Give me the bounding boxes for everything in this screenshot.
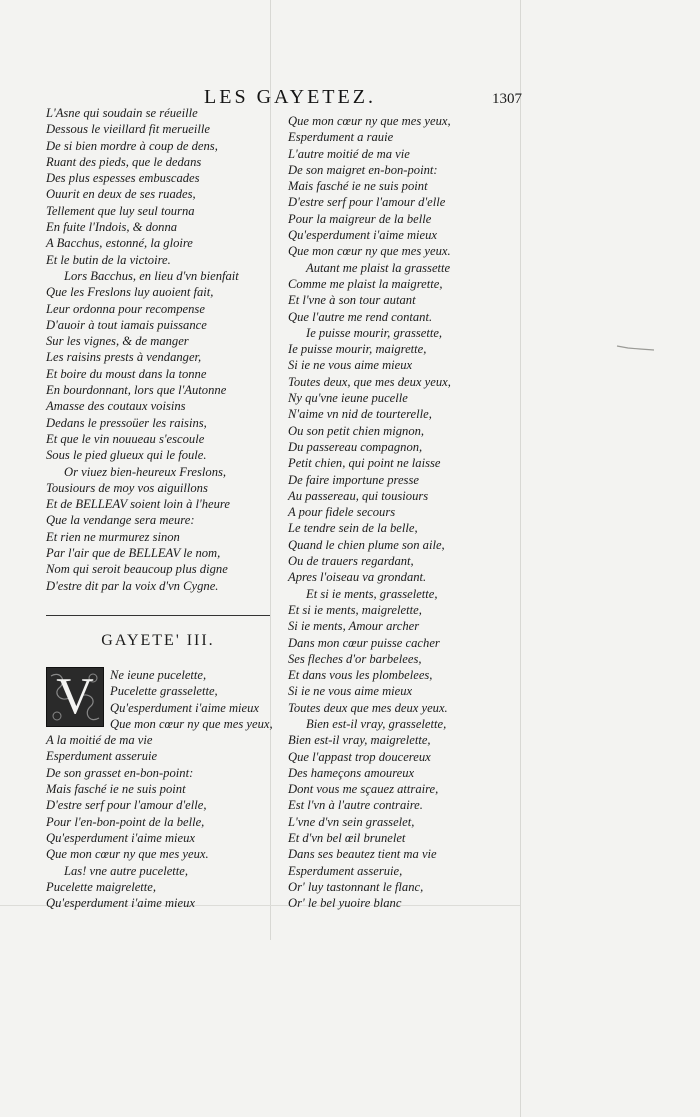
verse-line: Tousiours de moy vos aiguillons [46, 480, 208, 495]
verse-line: De son maigret en-bon-point: [288, 162, 438, 177]
verse-line: Et si ie ments, grasselette, [306, 586, 438, 601]
verse-line: Qu'esperdument i'aime mieux [46, 896, 196, 911]
verse-line: Pucelette maigrelette, [46, 879, 157, 894]
verse-line: Comme me plaist la maigrette, [288, 276, 443, 291]
verse-line: D'auoir à tout iamais puissance [46, 317, 207, 332]
verse-line: Que l'appast trop doucereux [288, 749, 431, 764]
verse-line: Ou de trauers regardant, [288, 554, 414, 569]
verse-line: Ouurit en deux de ses ruades, [46, 187, 196, 202]
verse-line: Dans ses beautez tient ma vie [288, 847, 437, 862]
verse-line: Que mon cœur ny que mes yeux. [46, 847, 209, 862]
verse-line: N'aime vn nid de tourterelle, [288, 407, 432, 422]
verse-line: Au passereau, qui tousiours [288, 488, 429, 503]
verse-line: Est l'vn à l'autre contraire. [288, 798, 423, 813]
section-title: GAYETE' III. [101, 632, 215, 649]
verse-line: L'vne d'vn sein grasselet, [288, 814, 415, 829]
verse-line: Si ie ne vous aime mieux [288, 358, 413, 373]
verse-line: D'estre dit par la voix d'vn Cygne. [46, 578, 219, 593]
verse-line: Petit chien, qui point ne laisse [288, 456, 441, 471]
verse-line: Que les Freslons luy auoient fait, [46, 285, 214, 300]
verse-line: Que la vendange sera meure: [46, 513, 195, 528]
right-column-verses [288, 113, 451, 912]
verse-line: Que mon cœur ny que mes yeux. [288, 244, 451, 259]
verse-line: Ses fleches d'or barbelees, [288, 651, 422, 666]
verse-line: D'estre serf pour l'amour d'elle [288, 195, 446, 210]
verse-line: Or' le bel yuoire blanc [288, 896, 402, 911]
verse-line: Amasse des coutaux voisins [46, 399, 186, 414]
verse-line: Si ie ne vous aime mieux [288, 684, 413, 699]
verse-line: De son grasset en-bon-point: [46, 765, 194, 780]
verse-line: Or' luy tastonnant le flanc, [288, 879, 424, 894]
verse-line: Ou son petit chien mignon, [288, 423, 425, 438]
verse-line: Des hameçons amoureux [288, 765, 415, 780]
section-divider [46, 615, 270, 616]
verse-line: Et dans vous les plombelees, [288, 668, 433, 683]
verse-line: Esperdument asseruie, [288, 863, 403, 878]
verse-line: Que mon cœur ny que mes yeux, [288, 114, 451, 128]
page-number: 1307 [492, 91, 522, 107]
verse-line: Et que le vin nouueau s'escoule [46, 431, 205, 446]
verse-line: Bien est-il vray, maigrelette, [288, 733, 431, 748]
verse-line: Sur les vignes, & de manger [46, 334, 189, 349]
verse-line: Leur ordonna pour recompense [46, 301, 205, 316]
verse-line: Toutes deux, que mes deux yeux, [288, 374, 451, 389]
verse-line: Esperdument asseruie [46, 749, 158, 764]
verse-line: Quand le chien plume son aile, [288, 537, 445, 552]
verse-line: Esperdument a rauie [288, 130, 394, 145]
verse-line: Par l'air que de BELLEAV le nom, [46, 546, 221, 561]
verse-line: Dessous le vieillard fit merueille [46, 122, 210, 137]
verse-line: A la moitié de ma vie [46, 733, 153, 748]
verse-line: Des plus espesses embuscades [46, 171, 200, 186]
verse-line: Et d'vn bel œil brunelet [288, 831, 406, 846]
verse-line: En fuite l'Indois, & donna [46, 220, 178, 235]
running-title: LES GAYETEZ. [204, 86, 376, 108]
verse-line: Qu'esperdument i'aime mieux [288, 228, 438, 243]
verse-line: Dans mon cœur puisse cacher [288, 635, 440, 650]
ink-smudge-icon [616, 344, 656, 352]
left-column-verses [46, 105, 239, 594]
verse-line: Toutes deux que mes deux yeux. [288, 700, 448, 715]
verse-line: Ruant des pieds, que le dedans [46, 154, 202, 169]
scan-fold-line [520, 0, 521, 1117]
drop-cap-letter: V [56, 668, 94, 725]
verse-line: De faire importune presse [288, 472, 419, 487]
verse-line: Sous le pied glueux qui le foule. [46, 448, 207, 463]
verse-line: Et l'vne à son tour autant [288, 293, 416, 308]
verse-line: Que l'autre me rend contant. [288, 309, 433, 324]
verse-line: Mais fasché ie ne suis point [46, 782, 186, 797]
verse-line: En bourdonnant, lors que l'Autonne [46, 383, 227, 398]
verse-line: Et le butin de la victoire. [46, 252, 171, 267]
verse-line: Que mon cœur ny que mes yeux, [110, 716, 273, 731]
verse-line: Pour la maigreur de la belle [288, 211, 432, 226]
verse-line: Et si ie ments, maigrelette, [288, 602, 422, 617]
verse-line: D'estre serf pour l'amour d'elle, [46, 798, 207, 813]
verse-line: Et boire du moust dans la tonne [46, 366, 207, 381]
verse-line: Mais fasché ie ne suis point [288, 179, 428, 194]
verse-line: Qu'esperdument i'aime mieux [46, 830, 196, 845]
verse-line: Pour l'en-bon-point de la belle, [46, 814, 205, 829]
verse-line: A Bacchus, estonné, la gloire [46, 236, 193, 251]
verse-line: Ie puisse mourir, grassette, [306, 325, 443, 340]
verse-line: Ie puisse mourir, maigrette, [288, 342, 427, 357]
verse-line: Bien est-il vray, grasselette, [306, 716, 447, 731]
drop-cap-initial [46, 667, 104, 727]
verse-line: L'Asne qui soudain se réueille [46, 106, 198, 120]
verse-line: Et rien ne murmurez sinon [46, 529, 180, 544]
verse-line: Du passereau compagnon, [288, 439, 423, 454]
verse-line: A pour fidele secours [288, 505, 396, 520]
verse-line: Pucelette grasselette, [110, 684, 218, 699]
verse-line: Les raisins prests à vendanger, [46, 350, 202, 365]
verse-line: Tellement que luy seul tourna [46, 203, 195, 218]
verse-line: Autant me plaist la grassette [306, 260, 451, 275]
verse-line: Lors Bacchus, en lieu d'vn bienfait [64, 268, 239, 283]
verse-line: Si ie ments, Amour archer [288, 619, 420, 634]
verse-line: Or viuez bien-heureux Freslons, [64, 464, 227, 479]
verse-line: Qu'esperdument i'aime mieux [110, 700, 260, 715]
verse-line: Apres l'oiseau va grondant. [288, 570, 427, 585]
verse-line: L'autre moitié de ma vie [288, 146, 410, 161]
verse-line: Ny qu'vne ieune pucelle [288, 391, 408, 406]
verse-line: Et de BELLEAV soient loin à l'heure [46, 497, 230, 512]
verse-line: Dont vous me sçauez attraire, [288, 782, 439, 797]
verse-line: Las! vne autre pucelette, [64, 863, 189, 878]
verse-line: Le tendre sein de la belle, [288, 521, 418, 536]
verse-line: Dedans le pressoüer les raisins, [46, 415, 207, 430]
verse-line: De si bien mordre à coup de dens, [46, 138, 218, 153]
verse-line: Ne ieune pucelette, [110, 668, 207, 682]
verse-line: Nom qui seroit beaucoup plus digne [46, 562, 228, 577]
